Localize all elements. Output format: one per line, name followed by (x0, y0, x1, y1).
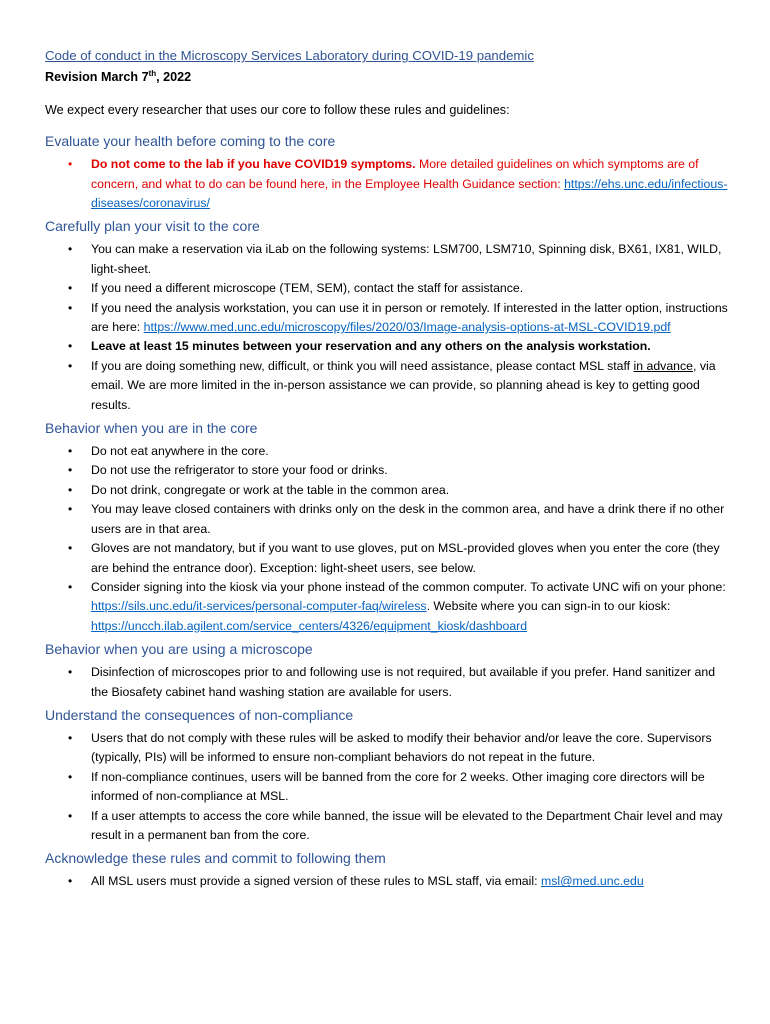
list-item (45, 442, 730, 461)
heading-consequences: Understand the consequences of non-compliance (45, 706, 354, 723)
item-text: If you need a different microscope (TEM, SEM), contact the staff for assistance. (91, 281, 524, 296)
bullet-icon: • (68, 482, 73, 497)
bullet-icon: • (68, 808, 73, 823)
revision-prefix: Revision March 7 (45, 70, 149, 85)
item-text: Disinfection of microscopes prior to and following use is not required, but available if you prefer. Hand sanitizer and the Biosafety cabinet hand washing station are available for users. (91, 665, 716, 699)
intro-text: We expect every researcher that uses our core to follow these rules and guidelines: (45, 103, 510, 118)
symptoms-text: More detailed guidelines on which symptoms are of concern, and what to do can be found here, in the Employee Health Guidance section: (91, 157, 699, 191)
list-item (45, 279, 730, 298)
list-item (45, 500, 730, 539)
item-text: Users that do not comply with these rules will be asked to modify their behavior and/or leave the core. Supervisors (typically, PIs) will be informed to ensure non-compliant behaviors do not repeat in the future. (91, 730, 712, 765)
symptoms-warning: Do not come to the lab if you have COVID19 symptoms. (91, 157, 416, 172)
bullet-icon: • (68, 463, 73, 478)
item-text: If you are doing something new, difficult, or think you will need assistance, please contact MSL staff (91, 358, 634, 373)
item-text: You may leave closed containers with drinks only on the desk in the common area, and have a drink there if no other users are in that area. (91, 502, 725, 536)
heading-acknowledge: Acknowledge these rules and commit to following them (45, 850, 386, 867)
item-text: Consider signing into the kiosk via your phone instead of the common computer. To activate UNC wifi on your phone: (91, 579, 726, 594)
bullet-icon: • (68, 358, 73, 373)
list-item (45, 155, 730, 213)
list-consequences (45, 729, 730, 845)
list-item (45, 663, 730, 702)
item-text: Do not eat anywhere in the core. (91, 444, 269, 459)
bullet-icon: • (68, 502, 73, 517)
item-text: , via email. We are more limited in the in-person assistance we can provide, so planning ahead is key to getting good results. (91, 358, 716, 412)
revision-date (45, 69, 730, 84)
list-health (45, 155, 730, 213)
bullet-icon: • (68, 444, 73, 459)
item-text: Leave at least 15 minutes between your reservation and any others on the analysis workstation. (91, 339, 651, 354)
list-acknowledge (45, 872, 730, 891)
bullet-icon: • (68, 874, 73, 889)
ehs-link[interactable]: https://ehs.unc.edu/infectious-diseases/coronavirus/ (91, 176, 728, 210)
list-behavior (45, 442, 730, 636)
list-item (45, 578, 730, 636)
bullet-icon: • (68, 242, 73, 257)
heading-behavior: Behavior when you are in the core (45, 420, 258, 437)
item-text: If a user attempts to access the core while banned, the issue will be elevated to the Department Chair level and may result in a permanent ban from the core. (91, 808, 723, 842)
heading-microscope: Behavior when you are using a microscope (45, 641, 313, 658)
bullet-icon: • (68, 730, 73, 745)
bullet-icon: • (68, 281, 73, 296)
list-item (45, 729, 730, 768)
list-item (45, 337, 730, 356)
bullet-icon: • (68, 339, 73, 354)
list-item (45, 357, 730, 415)
item-text: You can make a reservation via iLab on the following systems: LSM700, LSM710, Spinning disk, BX61, IX81, WILD, light-sheet. (91, 242, 722, 276)
list-microscope (45, 663, 730, 702)
document-title: Code of conduct in the Microscopy Services Laboratory during COVID-19 pandemic (45, 48, 534, 63)
bullet-icon: • (68, 665, 73, 680)
item-text: . Website where you can sign-in to our kiosk: (426, 599, 671, 614)
bullet-icon: • (68, 300, 73, 315)
revision-suffix: , 2022 (156, 70, 192, 85)
heading-health: Evaluate your health before coming to the core (45, 133, 336, 150)
revision-sup: th (148, 69, 157, 78)
bullet-icon: • (68, 157, 73, 172)
item-text: Gloves are not mandatory, but if you want to use gloves, put on MSL-provided gloves when you enter the core (they are behind the entrance door). Exception: light-sheet users, see below. (91, 541, 720, 575)
heading-plan: Carefully plan your visit to the core (45, 218, 260, 235)
list-plan (45, 240, 730, 415)
item-text: Do not drink, congregate or work at the table in the common area. (91, 482, 450, 497)
list-item (45, 807, 730, 846)
bullet-icon: • (68, 769, 73, 784)
kiosk-link[interactable]: https://uncch.ilab.agilent.com/service_centers/4326/equipment_kiosk/dashboard (91, 618, 528, 633)
list-item (45, 299, 730, 338)
item-text: If non-compliance continues, users will be banned from the core for 2 weeks. Other imaging core directors will be informed of non-compliance at MSL. (91, 769, 705, 804)
list-item (45, 240, 730, 279)
item-text: All MSL users must provide a signed version of these rules to MSL staff, via email: (91, 874, 541, 889)
wifi-link[interactable]: https://sils.unc.edu/it-services/personal-computer-faq/wireless (91, 599, 427, 614)
list-item (45, 461, 730, 480)
list-item (45, 768, 730, 807)
item-text: Do not use the refrigerator to store your food or drinks. (91, 463, 388, 478)
list-item (45, 872, 730, 891)
list-item (45, 539, 730, 578)
email-link[interactable]: msl@med.unc.edu (540, 874, 644, 889)
analysis-instructions-link[interactable]: https://www.med.unc.edu/microscopy/files/2020/03/Image-analysis-options-at-MSL-COVID19.pdf (143, 320, 671, 335)
list-item (45, 481, 730, 500)
bullet-icon: • (68, 579, 73, 594)
item-text: If you need the analysis workstation, you can use it in person or remotely. If interested in the latter option, instructions are here: (91, 300, 728, 335)
in-advance-text: in advance (633, 358, 693, 373)
bullet-icon: • (68, 541, 73, 556)
